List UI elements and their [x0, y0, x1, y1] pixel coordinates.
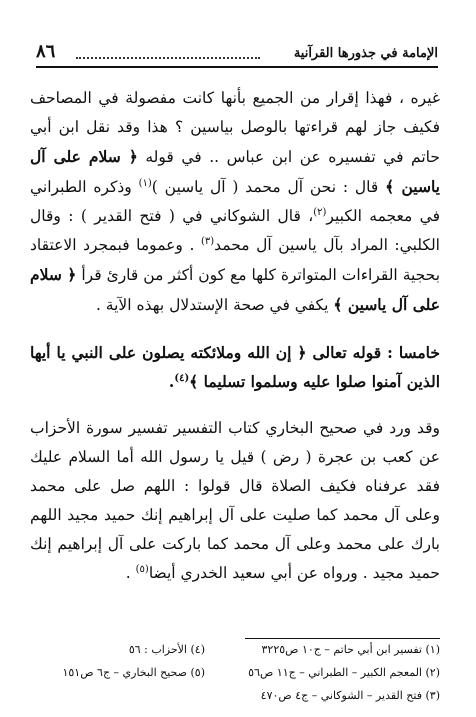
footnote-ref-4: (٤)	[174, 372, 190, 384]
line-5-cont: ، قال الشوكاني في ( فتح القدير ) :	[68, 207, 314, 225]
footnote-ref-1: (١)	[138, 177, 152, 189]
footnote-1: (١) تفسير ابن أبي حاتم – ج١٠ ص٣٢٢٥	[261, 643, 440, 656]
verse-quote-3: ﴿ إن الله وملائكته يصلون على النبي يا أيها الذين آمنوا صلوا عليه وسلموا تسليما ﴾	[30, 343, 440, 391]
line-6-end: .	[189, 236, 201, 254]
line-3: هذا وقد نقل ابن أبي حاتم في تفسيره عن ابن عباس .. في قوله	[30, 118, 440, 166]
line-2: جاز لهم قراءتها بالوصل بياسين ؟	[174, 118, 397, 136]
footnote-ref-5: (٥)	[135, 563, 149, 575]
footnote-ref-3: (٣)	[200, 235, 215, 247]
footnote-ref-2: (٢)	[313, 206, 327, 218]
paragraph-1	[30, 84, 440, 320]
paragraph-3	[30, 414, 440, 588]
narration-text: ورواه عن أبي سعيد الخدري أيضا	[148, 564, 358, 582]
paragraph-2-end: .	[168, 372, 175, 391]
page-number: ٨٦	[36, 41, 56, 62]
paragraph-2	[30, 338, 440, 396]
line-8-cont: يكفي في صحة الإستدلال	[169, 296, 334, 314]
line-7: وعموما فبمجرد الاعتقاد بحجية القراءات المتواترة كلها مع كون أكثر	[30, 236, 441, 284]
verse-quote-2: ﴿ سلام على آل ياسين ﴾	[30, 265, 440, 314]
footnote-5: (٥) صحيح البخاري – ج٦ ص١٥١	[62, 666, 205, 679]
header-dotted-leader	[76, 57, 260, 59]
footnotes-section	[30, 638, 440, 708]
hadith-text: وقد ورد في صحيح البخاري كتاب التفسير تفسير سورة الأحزاب عن كعب بن عجرة ( رض ) قيل يا رسول الله أما السلام عليك فقد عرفناه فكيف الصلاة قال قولوا : اللهم صل على محمد وعلى آل محمد كما صليت على آل إبراهيم إنك حميد مجيد اللهم بارك على محمد وعلى آل محمد كما باركت على آل إبراهيم إنك حميد مجيد .	[30, 419, 440, 582]
footnotes-right-column	[225, 638, 440, 707]
section-heading: خامسا : قوله تعالى	[306, 343, 440, 362]
running-header	[36, 40, 438, 68]
page-body	[30, 84, 440, 588]
footnote-2: (٢) المعجم الكبير – الطبراني – ج١١ ص٥٦	[248, 666, 440, 679]
line-4-text: قال : نحن آل محمد ( آل ياسين )	[151, 178, 386, 196]
running-title: الإمامة في جذورها القرآنية	[293, 46, 438, 61]
footnote-4: (٤) الأحزاب : ٥٦	[128, 643, 205, 656]
footnote-3: (٣) فتح القدير – الشوكاني – ج٤ ص٤٧٠	[260, 689, 440, 702]
footnotes-left-column	[30, 638, 205, 684]
line-5-text: وذكره الطبراني في معجمه الكبير	[30, 178, 440, 225]
line-8-text: من قارئ قرأ	[76, 266, 164, 284]
line-1: غيره ، فهذا إقرار من الجميع بأنها كانت مفصولة في المصاحف فكيف	[30, 89, 440, 136]
line-9: بهذه الآية .	[95, 296, 165, 314]
paragraph-3-end: .	[125, 564, 136, 582]
line-6-text: وقال الكلبي: المراد بآل ياسين آل محمد	[30, 207, 440, 254]
verse-quote-1: ﴿ سلام على آل ياسين ﴾	[30, 147, 440, 196]
